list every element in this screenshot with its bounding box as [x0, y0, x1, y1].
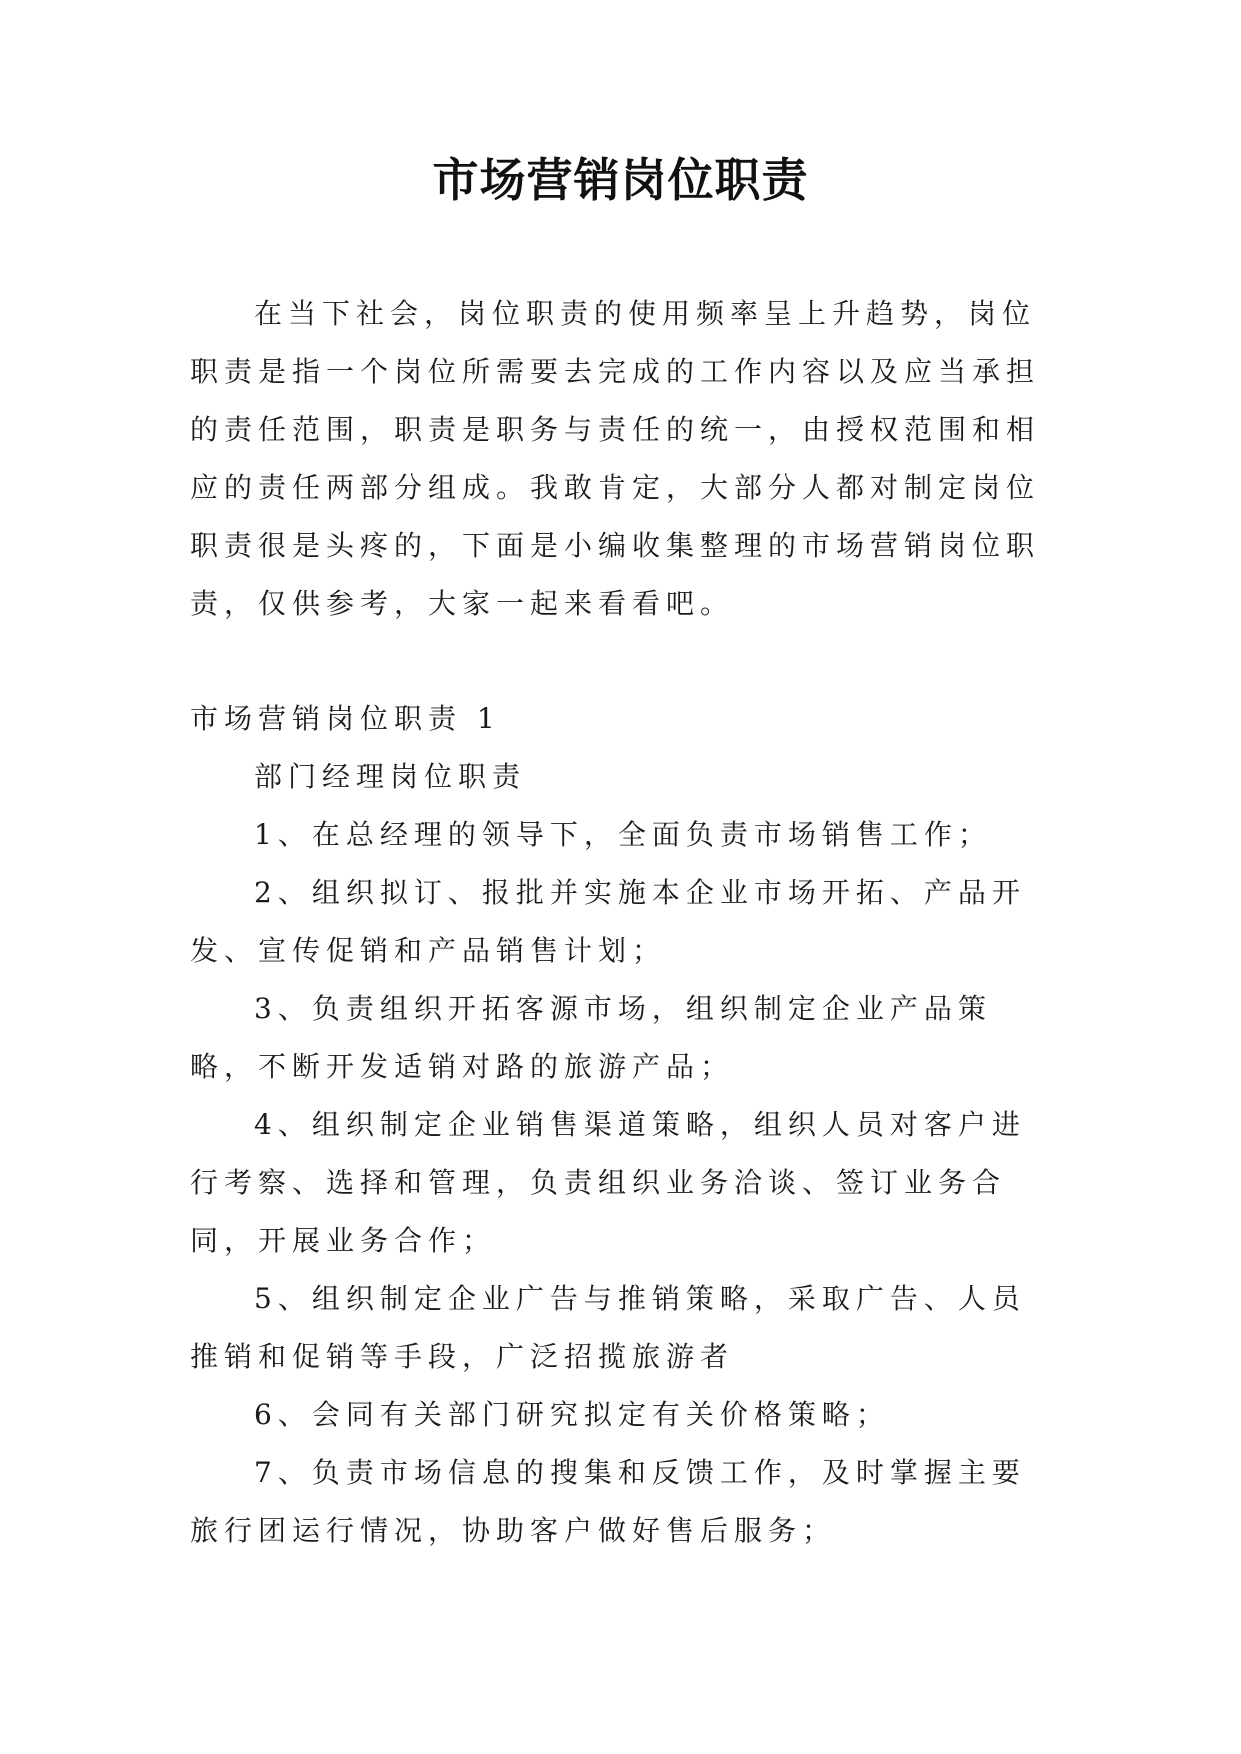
section-1 — [190, 690, 1050, 1560]
section-heading: 市场营销岗位职责 1 — [190, 702, 501, 735]
intro-paragraph: 在当下社会，岗位职责的使用频率呈上升趋势，岗位职责是指一个岗位所需要去完成的工作内容以及应当承担的责任范围，职责是职务与责任的统一，由授权范围和相应的责任两部分组成。我敢肯定，大部分人都对制定岗位职责很是头疼的，下面是小编收集整理的市场营销岗位职责，仅供参考，大家一起来看看吧。 — [190, 297, 1041, 620]
duty-item-3: 3、负责组织开拓客源市场，组织制定企业产品策略，不断开发适销对路的旅游产品； — [190, 992, 992, 1083]
duty-item-5: 5、组织制定企业广告与推销策略，采取广告、人员推销和促销等手段，广泛招揽旅游者 — [190, 1282, 1026, 1373]
duty-item-2: 2、组织拟订、报批并实施本企业市场开拓、产品开发、宣传促销和产品销售计划； — [190, 876, 1026, 967]
duty-item-4: 4、组织制定企业销售渠道策略，组织人员对客户进行考察、选择和管理，负责组织业务洽谈、签订业务合同，开展业务合作； — [190, 1108, 1026, 1257]
document-title: 市场营销岗位职责 — [432, 153, 809, 207]
section-subheading: 部门经理岗位职责 — [254, 760, 527, 793]
duty-item-1: 1、在总经理的领导下，全面负责市场销售工作； — [254, 818, 992, 851]
duty-item-6: 6、会同有关部门研究拟定有关价格策略； — [254, 1398, 890, 1431]
duty-item-7: 7、负责市场信息的搜集和反馈工作，及时掌握主要旅行团运行情况，协助客户做好售后服务； — [190, 1456, 1026, 1547]
